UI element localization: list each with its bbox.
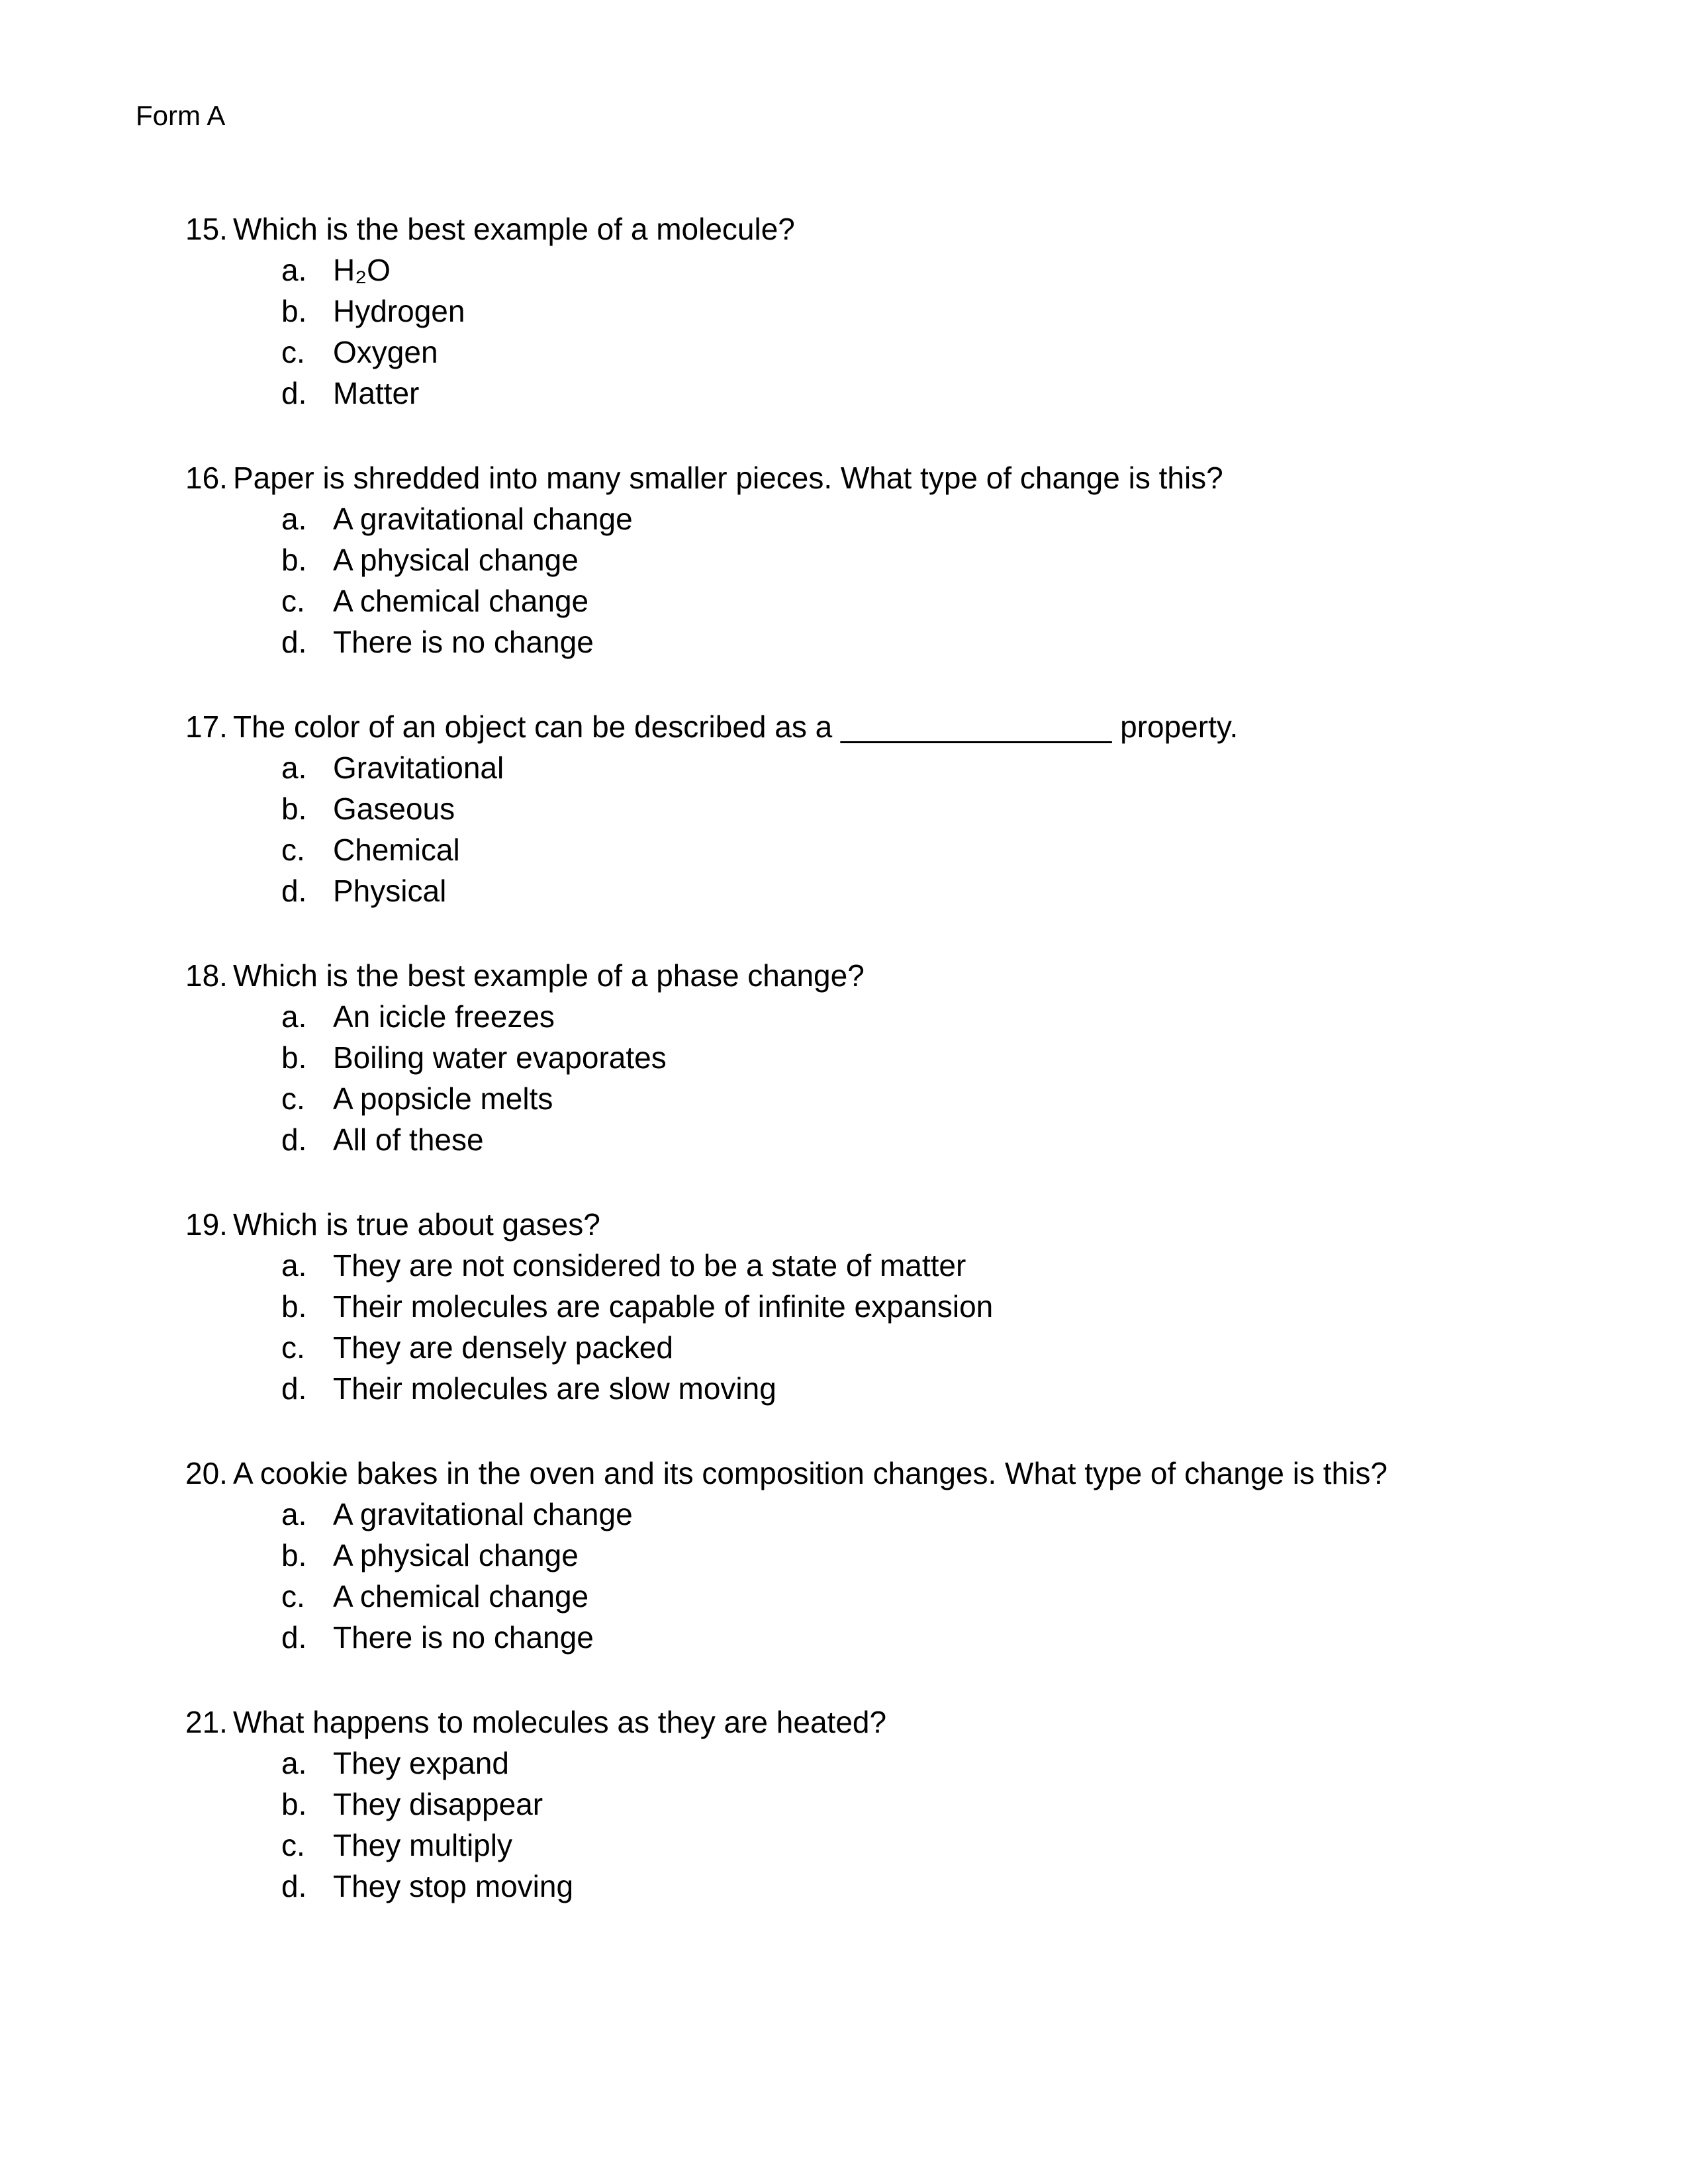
question-number: 19.	[185, 1207, 228, 1242]
options-list	[281, 747, 1569, 911]
questions-list	[136, 208, 1569, 1907]
option-text: H₂O	[333, 253, 391, 287]
option-text: Gaseous	[333, 792, 455, 826]
option-text: They are densely packed	[333, 1330, 673, 1365]
question-number: 17.	[185, 709, 228, 744]
question-number: 15.	[185, 212, 228, 246]
question-block	[185, 955, 1569, 1160]
option-letter: a.	[281, 502, 307, 536]
option-text: Their molecules are slow moving	[333, 1371, 776, 1406]
option-text: They stop moving	[333, 1869, 574, 1903]
option-letter: d.	[281, 1869, 307, 1903]
option-letter: b.	[281, 543, 307, 577]
answer-option	[281, 996, 1569, 1037]
question-block	[185, 1702, 1569, 1907]
option-letter: c.	[281, 584, 305, 618]
option-letter: c.	[281, 833, 305, 867]
option-text: Oxygen	[333, 335, 438, 369]
option-text: A gravitational change	[333, 1497, 633, 1531]
answer-option	[281, 1078, 1569, 1119]
option-text: A gravitational change	[333, 502, 633, 536]
option-letter: d.	[281, 874, 307, 908]
answer-option	[281, 1037, 1569, 1078]
option-letter: c.	[281, 1828, 305, 1862]
option-letter: a.	[281, 1497, 307, 1531]
answer-option	[281, 1535, 1569, 1576]
answer-option	[281, 250, 1569, 291]
question-text: What happens to molecules as they are heated?	[233, 1705, 887, 1739]
question-text: A cookie bakes in the oven and its composition changes. What type of change is this?	[233, 1456, 1387, 1490]
options-list	[281, 250, 1569, 414]
option-letter: b.	[281, 1787, 307, 1821]
answer-option	[281, 498, 1569, 539]
answer-option	[281, 539, 1569, 580]
option-text: There is no change	[333, 625, 594, 659]
answer-option	[281, 580, 1569, 621]
option-text: A popsicle melts	[333, 1081, 553, 1116]
option-text: A chemical change	[333, 1579, 589, 1614]
question-number: 20.	[185, 1456, 228, 1490]
answer-option	[281, 1368, 1569, 1409]
option-text: A physical change	[333, 543, 579, 577]
option-text: They disappear	[333, 1787, 543, 1821]
option-text: Matter	[333, 376, 420, 410]
answer-option	[281, 788, 1569, 829]
option-letter: b.	[281, 294, 307, 328]
option-letter: d.	[281, 376, 307, 410]
form-header: Form A	[136, 100, 226, 131]
option-text: Chemical	[333, 833, 460, 867]
option-letter: d.	[281, 1371, 307, 1406]
option-text: They expand	[333, 1746, 509, 1780]
question-number: 18.	[185, 958, 228, 993]
option-letter: c.	[281, 335, 305, 369]
option-text: Physical	[333, 874, 447, 908]
answer-option	[281, 291, 1569, 332]
answer-option	[281, 1617, 1569, 1658]
question-number: 21.	[185, 1705, 228, 1739]
answer-option	[281, 1119, 1569, 1160]
question-line	[185, 1453, 1569, 1494]
option-text: A chemical change	[333, 584, 589, 618]
answer-option	[281, 1784, 1569, 1825]
option-text: They multiply	[333, 1828, 512, 1862]
question-line	[185, 1204, 1569, 1245]
option-letter: b.	[281, 1538, 307, 1572]
option-text: There is no change	[333, 1620, 594, 1655]
option-text: All of these	[333, 1122, 484, 1157]
question-text: Which is true about gases?	[233, 1207, 600, 1242]
answer-option	[281, 747, 1569, 788]
option-text: An icicle freezes	[333, 999, 555, 1034]
question-line	[185, 706, 1569, 747]
option-letter: c.	[281, 1579, 305, 1614]
option-letter: c.	[281, 1330, 305, 1365]
options-list	[281, 1494, 1569, 1658]
question-text: Which is the best example of a phase change?	[233, 958, 865, 993]
option-text: They are not considered to be a state of matter	[333, 1248, 966, 1283]
option-letter: d.	[281, 625, 307, 659]
option-letter: a.	[281, 751, 307, 785]
answer-option	[281, 870, 1569, 911]
option-letter: b.	[281, 792, 307, 826]
question-line	[185, 1702, 1569, 1743]
question-block	[185, 1204, 1569, 1409]
answer-option	[281, 1494, 1569, 1535]
question-line	[185, 208, 1569, 250]
option-letter: b.	[281, 1289, 307, 1324]
option-letter: a.	[281, 1248, 307, 1283]
option-text: Boiling water evaporates	[333, 1040, 667, 1075]
answer-option	[281, 1327, 1569, 1368]
question-text: Which is the best example of a molecule?	[233, 212, 795, 246]
option-letter: a.	[281, 253, 307, 287]
question-line	[185, 457, 1569, 498]
answer-option	[281, 1245, 1569, 1286]
option-text: A physical change	[333, 1538, 579, 1572]
answer-option	[281, 621, 1569, 662]
answer-option	[281, 332, 1569, 373]
option-letter: a.	[281, 1746, 307, 1780]
question-text: Paper is shredded into many smaller pieces. What type of change is this?	[233, 461, 1223, 495]
options-list	[281, 1245, 1569, 1409]
question-block	[185, 457, 1569, 662]
option-text: Gravitational	[333, 751, 504, 785]
question-block	[185, 706, 1569, 911]
answer-option	[281, 1866, 1569, 1907]
option-text: Their molecules are capable of infinite expansion	[333, 1289, 994, 1324]
options-list	[281, 498, 1569, 662]
answer-option	[281, 1286, 1569, 1327]
answer-option	[281, 829, 1569, 870]
option-letter: c.	[281, 1081, 305, 1116]
option-letter: d.	[281, 1620, 307, 1655]
option-text: Hydrogen	[333, 294, 465, 328]
option-letter: d.	[281, 1122, 307, 1157]
option-letter: b.	[281, 1040, 307, 1075]
question-block	[185, 1453, 1569, 1658]
options-list	[281, 996, 1569, 1160]
question-block	[185, 208, 1569, 414]
option-letter: a.	[281, 999, 307, 1034]
question-text: The color of an object can be described as a ________________ property.	[233, 709, 1239, 744]
options-list	[281, 1743, 1569, 1907]
question-number: 16.	[185, 461, 228, 495]
question-line	[185, 955, 1569, 996]
answer-option	[281, 1743, 1569, 1784]
answer-option	[281, 373, 1569, 414]
answer-option	[281, 1825, 1569, 1866]
answer-option	[281, 1576, 1569, 1617]
